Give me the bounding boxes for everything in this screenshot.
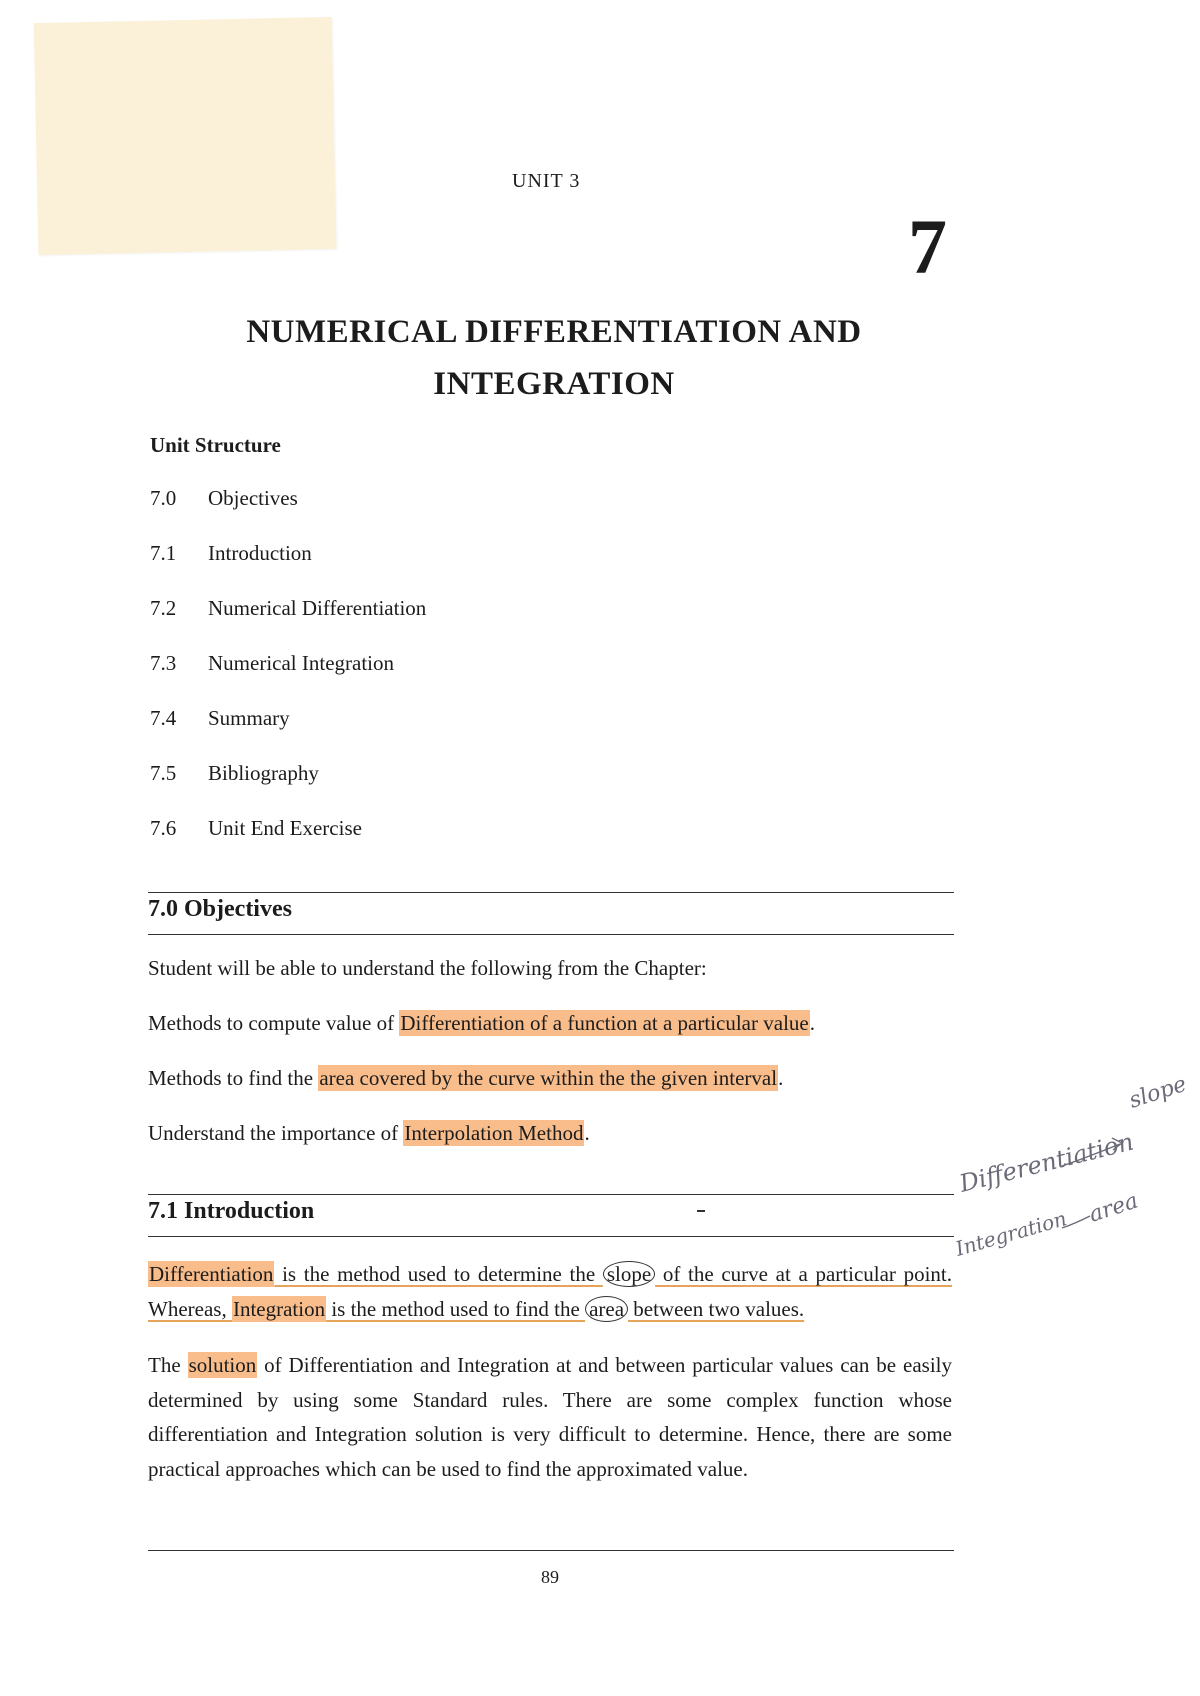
toc-item-label: Unit End Exercise [208,816,362,840]
toc-item-label: Objectives [208,486,298,510]
toc-item-label: Introduction [208,541,312,565]
chapter-number: 7 [908,203,947,290]
paragraph-text: of Differentiation and Integration at and between particular values can be easily determined by using some Standard rules. There are some complex function whose differentiation and Integration solution is very difficult to determine. Hence, there are some practical approaches which can be used to find the approximated value. [148,1353,952,1481]
highlighted-text: area covered by the curve within the the given interval [319,1066,778,1090]
toc-item-objectives [150,486,426,541]
highlighted-text: Differentiation [149,1262,274,1286]
toc-item-number: 7.4 [150,706,177,730]
introduction-paragraph-1 [148,1257,952,1326]
handwritten-margin-notes [950,1071,1190,1280]
toc-item-number: 7.0 [150,486,177,510]
note-area: area [1086,1188,1142,1228]
toc-item-unit-end-exercise [150,816,426,871]
objective-text: . [809,1011,815,1035]
toc-item-number: 7.1 [150,541,177,565]
objective-item-2 [148,1066,783,1091]
objective-item-1 [148,1011,815,1036]
unit-structure-list [150,486,426,871]
note-differentiation: Differentiation [956,1127,1137,1198]
highlighted-text: Integration [232,1296,326,1321]
objective-text: . [778,1066,784,1090]
unit-structure-heading: Unit Structure [150,433,281,457]
toc-item-numerical-integration [150,651,426,706]
toc-item-number: 7.6 [150,816,177,840]
toc-item-label: Numerical Differentiation [208,596,427,620]
objectives-heading: 7.0 Objectives [148,896,292,922]
note-integration: Integration [952,1206,1070,1261]
chapter-title [150,306,958,410]
toc-item-number: 7.5 [150,761,177,785]
circled-text: slope [603,1261,655,1287]
introduction-paragraph-2 [148,1348,952,1486]
objectives-intro: Student will be able to understand the following from the Chapter: [148,956,707,980]
underlined-text: of the curve at a particular point. Whereas, [148,1262,952,1321]
note-slope: slope [1126,1071,1190,1114]
section-rule-top [148,1194,954,1195]
toc-item-label: Bibliography [208,761,319,785]
underlined-text: between two values. [628,1296,805,1321]
chapter-title-line2: INTEGRATION [433,366,675,402]
toc-item-number: 7.3 [150,651,177,675]
section-rule-bottom [148,934,954,935]
toc-item-label: Summary [208,706,290,730]
footer-rule [148,1550,954,1551]
section-rule-bottom [148,1236,954,1237]
objective-item-3 [148,1121,590,1146]
unit-label: UNIT 3 [512,170,581,192]
toc-item-introduction [150,541,426,596]
section-rule-top [148,892,954,893]
toc-item-number: 7.2 [150,596,177,620]
paragraph-text: The [148,1353,188,1377]
underlined-text: is the method used to find the [326,1296,586,1321]
toc-item-summary [150,706,426,761]
chapter-title-line1: NUMERICAL DIFFERENTIATION AND [246,314,862,350]
toc-item-label: Numerical Integration [208,651,395,675]
introduction-heading: 7.1 Introduction [148,1198,315,1224]
toc-item-bibliography [150,761,426,816]
underlined-text: is the method used to determine the [274,1262,603,1286]
toc-item-numerical-differentiation [150,596,426,651]
objective-text: Methods to find the [148,1066,319,1090]
sticky-note [34,17,337,255]
circled-text: area [585,1296,628,1322]
objective-text: Methods to compute value of [148,1011,400,1035]
objective-text: Understand the importance of [148,1121,404,1145]
objective-text: . [584,1121,590,1145]
highlighted-text: solution [188,1353,257,1377]
highlighted-text: Differentiation of a function at a particular value [400,1011,809,1035]
stray-dash-mark [697,1210,705,1212]
highlighted-text: Interpolation Method [404,1121,584,1145]
page-number: 89 [541,1567,559,1587]
